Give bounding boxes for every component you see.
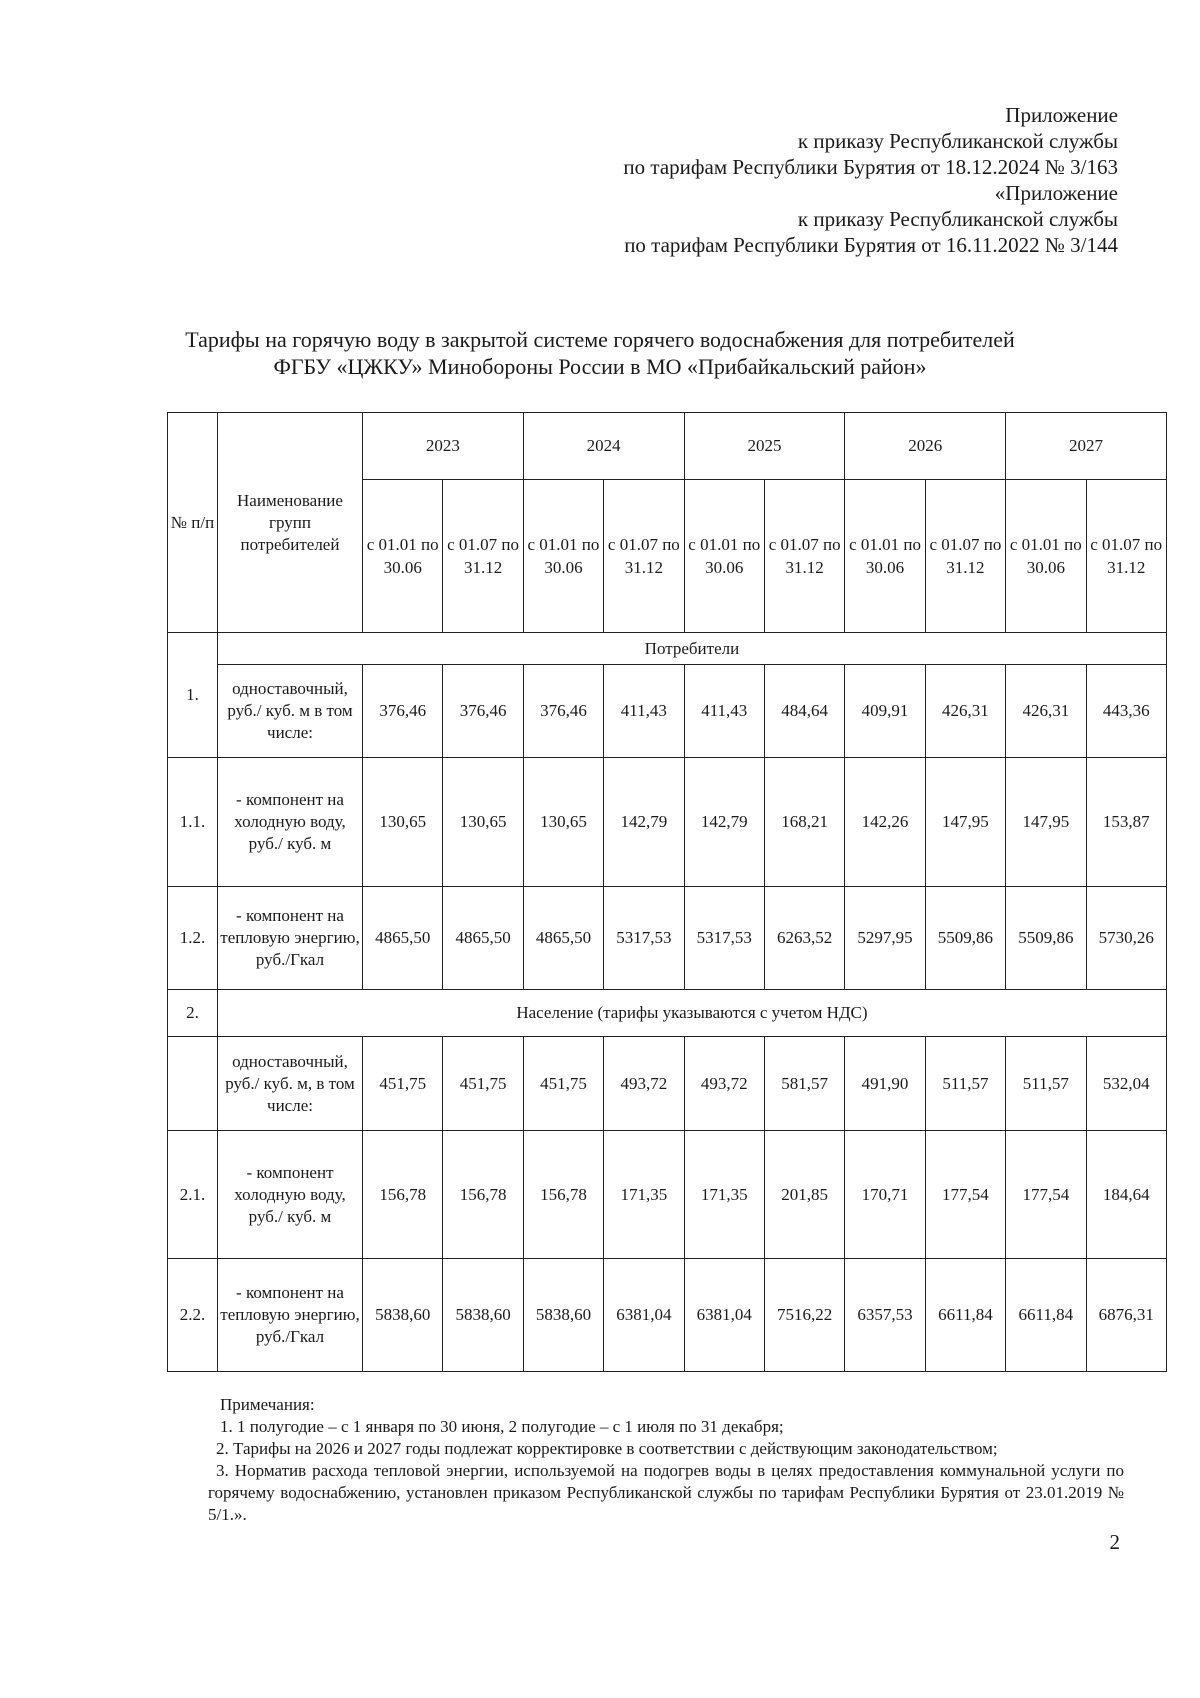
tariff-value-cell: 177,54 [925, 1131, 1005, 1259]
tariff-value-cell: 130,65 [363, 758, 443, 887]
period-header: с 01.01 по 30.06 [845, 480, 925, 633]
tariff-value-cell: 6357,53 [845, 1259, 925, 1372]
tariff-value-cell: 177,54 [1006, 1131, 1086, 1259]
column-header-number: № п/п [168, 413, 218, 633]
title-line-1: Тарифы на горячую воду в закрытой системе горячего водоснабжения для потребителей [185, 327, 1015, 352]
tariff-value-cell: 5317,53 [684, 887, 764, 990]
tariff-value-cell: 168,21 [764, 758, 844, 887]
tariff-value-cell: 147,95 [1006, 758, 1086, 887]
header-line: к приказу Республиканской службы [797, 129, 1118, 153]
tariff-value-cell: 451,75 [363, 1037, 443, 1131]
note-2: 2. Тарифы на 2026 и 2027 годы подлежат корректировке в соответствии с действующим законодательством; [216, 1439, 998, 1458]
tariff-value-cell: 5509,86 [925, 887, 1005, 990]
group-title: Население (тарифы указываются с учетом НДС) [218, 990, 1167, 1037]
table-row [168, 1131, 1167, 1259]
row-name: - компонент на тепловую энергию, руб./Гкал [218, 1259, 363, 1372]
year-header: 2023 [363, 413, 524, 480]
tariff-value-cell: 426,31 [1006, 665, 1086, 758]
tariff-value-cell: 511,57 [1006, 1037, 1086, 1131]
tariff-value-cell: 5730,26 [1086, 887, 1166, 990]
tariff-value-cell: 153,87 [1086, 758, 1166, 887]
notes-section [208, 1394, 1124, 1526]
tariff-value-cell: 532,04 [1086, 1037, 1166, 1131]
tariff-value-cell: 491,90 [845, 1037, 925, 1131]
header-line: по тарифам Республики Бурятия от 16.11.2022 № 3/144 [624, 233, 1118, 257]
tariff-value-cell: 6611,84 [1006, 1259, 1086, 1372]
tariff-value-cell: 426,31 [925, 665, 1005, 758]
group-row-population [168, 990, 1167, 1037]
tariff-value-cell: 4865,50 [523, 887, 603, 990]
tariff-value-cell: 5838,60 [363, 1259, 443, 1372]
note-1: 1. 1 полугодие – с 1 января по 30 июня, 2 полугодие – с 1 июля по 31 декабря; [220, 1417, 784, 1436]
tariff-value-cell: 451,75 [523, 1037, 603, 1131]
tariff-value-cell: 581,57 [764, 1037, 844, 1131]
year-header: 2026 [845, 413, 1006, 480]
tariff-value-cell: 170,71 [845, 1131, 925, 1259]
page-number: 2 [1109, 1530, 1120, 1554]
period-header: с 01.01 по 30.06 [1006, 480, 1086, 633]
row-number: 2.1. [168, 1131, 218, 1259]
tariff-value-cell: 6381,04 [684, 1259, 764, 1372]
period-header: с 01.07 по 31.12 [925, 480, 1005, 633]
period-header: с 01.01 по 30.06 [684, 480, 764, 633]
header-line: к приказу Республиканской службы [797, 207, 1118, 231]
row-name: - компонент на тепловую энергию, руб./Гкал [218, 887, 363, 990]
tariff-value-cell: 376,46 [523, 665, 603, 758]
tariff-value-cell: 156,78 [443, 1131, 523, 1259]
tariff-value-cell: 171,35 [604, 1131, 684, 1259]
tariff-table [167, 412, 1167, 1372]
column-header-name: Наименование групп потребителей [218, 413, 363, 633]
tariff-value-cell: 376,46 [443, 665, 523, 758]
tariff-value-cell: 201,85 [764, 1131, 844, 1259]
period-header: с 01.07 по 31.12 [764, 480, 844, 633]
tariff-value-cell: 376,46 [363, 665, 443, 758]
table-header-years [168, 413, 1167, 480]
tariff-value-cell: 511,57 [925, 1037, 1005, 1131]
tariff-value-cell: 6611,84 [925, 1259, 1005, 1372]
tariff-value-cell: 130,65 [523, 758, 603, 887]
tariff-value-cell: 147,95 [925, 758, 1005, 887]
row-name: - компонент на холодную воду, руб./ куб. м [218, 758, 363, 887]
tariff-value-cell: 484,64 [764, 665, 844, 758]
row-name: одноставочный, руб./ куб. м в том числе: [218, 665, 363, 758]
tariff-value-cell: 171,35 [684, 1131, 764, 1259]
tariff-value-cell: 5838,60 [523, 1259, 603, 1372]
row-number: 2. [168, 990, 218, 1037]
year-header: 2025 [684, 413, 845, 480]
row-number: 2.2. [168, 1259, 218, 1372]
tariff-value-cell: 156,78 [523, 1131, 603, 1259]
row-name: одноставочный, руб./ куб. м, в том числе: [218, 1037, 363, 1131]
tariff-value-cell: 5509,86 [1006, 887, 1086, 990]
period-header: с 01.01 по 30.06 [363, 480, 443, 633]
header-line: по тарифам Республики Бурятия от 18.12.2024 № 3/163 [623, 155, 1118, 179]
tariff-value-cell: 493,72 [684, 1037, 764, 1131]
group-title: Потребители [218, 633, 1167, 665]
tariff-value-cell: 411,43 [604, 665, 684, 758]
table-row [168, 1259, 1167, 1372]
tariff-value-cell: 130,65 [443, 758, 523, 887]
period-header: с 01.01 по 30.06 [523, 480, 603, 633]
tariff-value-cell: 142,26 [845, 758, 925, 887]
tariff-value-cell: 142,79 [604, 758, 684, 887]
tariff-value-cell: 451,75 [443, 1037, 523, 1131]
row-number: 1.1. [168, 758, 218, 887]
row-number: 1. [168, 633, 218, 758]
header-line: Приложение [1005, 103, 1118, 127]
table-row [168, 665, 1167, 758]
tariff-value-cell: 5317,53 [604, 887, 684, 990]
row-number: 1.2. [168, 887, 218, 990]
tariff-value-cell: 493,72 [604, 1037, 684, 1131]
period-header: с 01.07 по 31.12 [443, 480, 523, 633]
tariff-value-cell: 5297,95 [845, 887, 925, 990]
period-header: с 01.07 по 31.12 [604, 480, 684, 633]
appendix-header [418, 102, 1118, 258]
table-row [168, 1037, 1167, 1131]
tariff-value-cell: 409,91 [845, 665, 925, 758]
notes-heading: Примечания: [220, 1395, 315, 1414]
tariff-value-cell: 411,43 [684, 665, 764, 758]
tariff-value-cell: 4865,50 [363, 887, 443, 990]
year-header: 2024 [523, 413, 684, 480]
document-title [160, 326, 1040, 380]
tariff-value-cell: 4865,50 [443, 887, 523, 990]
period-header: с 01.07 по 31.12 [1086, 480, 1166, 633]
tariff-value-cell: 443,36 [1086, 665, 1166, 758]
tariff-value-cell: 6263,52 [764, 887, 844, 990]
tariff-value-cell: 142,79 [684, 758, 764, 887]
tariff-value-cell: 5838,60 [443, 1259, 523, 1372]
tariff-value-cell: 7516,22 [764, 1259, 844, 1372]
year-header: 2027 [1006, 413, 1167, 480]
row-number [168, 1037, 218, 1131]
header-line: «Приложение [994, 181, 1118, 205]
table-row [168, 887, 1167, 990]
table-row [168, 758, 1167, 887]
tariff-value-cell: 156,78 [363, 1131, 443, 1259]
tariff-value-cell: 6876,31 [1086, 1259, 1166, 1372]
tariff-value-cell: 6381,04 [604, 1259, 684, 1372]
tariff-value-cell: 184,64 [1086, 1131, 1166, 1259]
row-name: - компонент холодную воду, руб./ куб. м [218, 1131, 363, 1259]
note-3: 3. Норматив расхода тепловой энергии, используемой на подогрев воды в целях предоставления коммунальной услуги по горячему водоснабжению, установлен приказом Республиканской службы по тарифам Республики Бурятия от 23.01.2019 № 5/1.». [208, 1461, 1124, 1524]
group-row-consumers [168, 633, 1167, 665]
title-line-2: ФГБУ «ЦЖКУ» Минобороны России в МО «Прибайкальский район» [273, 354, 927, 379]
